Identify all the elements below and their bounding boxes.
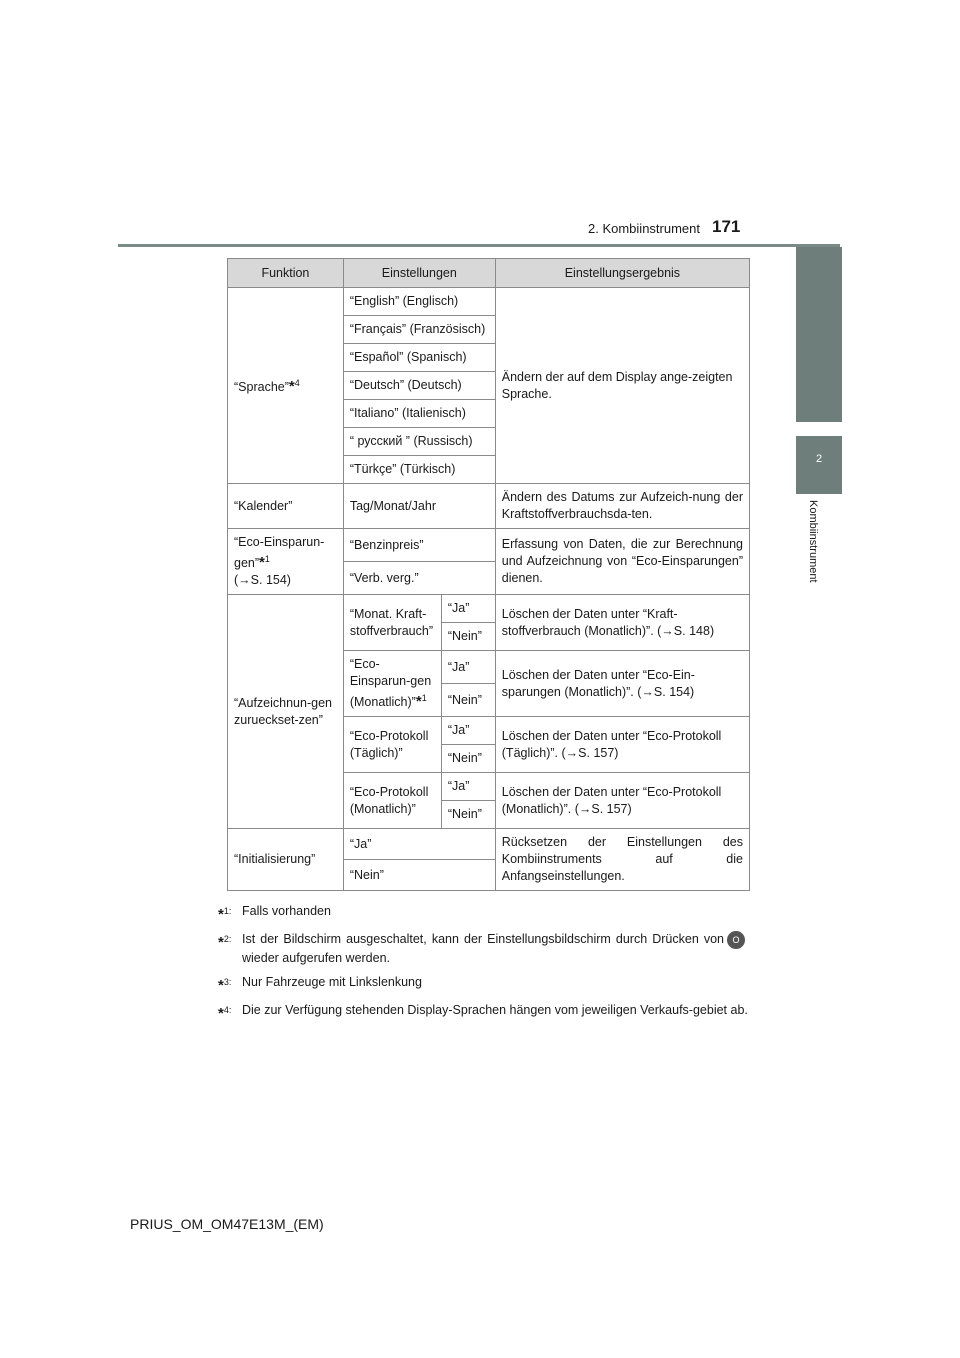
footnotes [218, 902, 748, 1029]
cell-option: “Nein” [441, 684, 495, 717]
cell-setting: “Français” (Französisch) [343, 316, 495, 344]
footnote-star: * [218, 934, 224, 952]
footnote-star: * [415, 693, 422, 711]
chapter-label [805, 500, 819, 610]
table-row [228, 484, 750, 529]
cell-option: “Ja” [441, 651, 495, 684]
cell-setting [343, 651, 441, 717]
cell-setting: “Monat. Kraft-stoffverbrauch” [343, 595, 441, 651]
cell-option: “Ja” [441, 717, 495, 745]
cell-function: “Kalender” [228, 484, 344, 529]
cell-setting: “Español” (Spanisch) [343, 344, 495, 372]
cell-result: Erfassung von Daten, die zur Berechnung und Aufzeichnung von “Eco-Einsparungen” dienen. [495, 529, 749, 595]
cell-setting: “Türkçe” (Türkisch) [343, 456, 495, 484]
cell-function [228, 288, 344, 484]
footnote-star: * [218, 977, 224, 995]
footnote-text-before: Ist der Bildschirm ausgeschaltet, kann der Einstellungsbildschirm durch Drücken von [242, 932, 724, 947]
header-ergebnis: Einstellungsergebnis [495, 259, 749, 288]
table-row [228, 829, 750, 860]
cell-setting: “Eco-Protokoll (Täglich)” [343, 717, 441, 773]
function-label: “Sprache” [234, 380, 289, 395]
footnote-num: 3: [223, 976, 232, 987]
footnote-star: * [218, 1005, 224, 1023]
footnote-text: Nur Fahrzeuge mit Linkslenkung [242, 974, 422, 989]
cell-function: “Initialisierung” [228, 829, 344, 891]
cell-option: “Nein” [441, 623, 495, 651]
table-row [228, 595, 750, 623]
footnote-star: * [259, 554, 265, 572]
page-reference: (→S. 154) [234, 573, 291, 588]
cell-setting: “Deutsch” (Deutsch) [343, 372, 495, 400]
footnote-ref: 1 [264, 554, 270, 564]
footnote-star: * [218, 906, 224, 924]
document-id: PRIUS_OM_OM47E13M_(EM) [130, 1216, 324, 1232]
cell-setting: “Nein” [343, 860, 495, 891]
footnote-marker [218, 973, 242, 995]
cell-option: “Ja” [441, 773, 495, 801]
header-divider [118, 244, 840, 247]
cell-result: Ändern der auf dem Display ange-zeigten Sprache. [495, 288, 749, 484]
table-header-row [228, 259, 750, 288]
cell-result: Löschen der Daten unter “Eco-Protokoll (Täglich)”. (→S. 157) [495, 717, 749, 773]
footnote-3 [218, 973, 748, 995]
cell-result: Ändern des Datums zur Aufzeich-nung der Kraftstoffverbrauchsda-ten. [495, 484, 749, 529]
function-label: “Eco-Einsparun-gen” [234, 535, 325, 571]
header-einstellungen: Einstellungen [343, 259, 495, 288]
cell-function: “Aufzeichnun-gen zurueckset-zen” [228, 595, 344, 829]
footnote-marker [218, 902, 242, 924]
footnote-2 [218, 930, 748, 967]
footnote-text-after: wieder aufgerufen werden. [242, 950, 391, 965]
cell-setting: Tag/Monat/Jahr [343, 484, 495, 529]
cell-result: Löschen der Daten unter “Eco-Protokoll (Monatlich)”. (→S. 157) [495, 773, 749, 829]
cell-setting: “ русский ” (Russisch) [343, 428, 495, 456]
cell-setting: “Ja” [343, 829, 495, 860]
chapter-label-text: Kombiinstrument [807, 500, 819, 583]
cell-result: Rücksetzen der Einstellungen des Kombiinstruments auf die Anfangseinstellungen. [495, 829, 749, 891]
table-row [228, 288, 750, 316]
table-row [228, 529, 750, 562]
footnote-text [242, 930, 748, 967]
footnote-4 [218, 1001, 748, 1023]
chapter-tab: 2 [796, 436, 842, 494]
cell-function [228, 529, 344, 595]
footnote-ref: 1 [421, 693, 427, 704]
footnote-marker [218, 930, 242, 967]
setting-label: “Eco-Einsparun-gen (Monatlich)” [349, 657, 432, 710]
cell-setting: “Eco-Protokoll (Monatlich)” [343, 773, 441, 829]
header-funktion: Funktion [228, 259, 344, 288]
cell-setting: “Italiano” (Italienisch) [343, 400, 495, 428]
footnote-num: 4: [223, 1005, 232, 1016]
footnote-1 [218, 902, 748, 924]
cell-result: Löschen der Daten unter “Eco-Ein-sparungen (Monatlich)”. (→S. 154) [495, 651, 749, 717]
cell-option: “Nein” [441, 801, 495, 829]
footnote-marker [218, 1001, 242, 1023]
cell-setting: “Verb. verg.” [343, 562, 495, 595]
cell-setting: “Benzinpreis” [343, 529, 495, 562]
cell-result: Löschen der Daten unter “Kraft-stoffverbrauch (Monatlich)”. (→S. 148) [495, 595, 749, 651]
page-number: 171 [712, 217, 741, 236]
cell-option: “Nein” [441, 745, 495, 773]
footnote-num: 1: [223, 906, 232, 916]
cell-setting: “English” (Englisch) [343, 288, 495, 316]
footnote-ref: 4 [294, 377, 300, 388]
side-bar [796, 247, 842, 422]
footnote-text: Falls vorhanden [242, 904, 331, 918]
footnote-num: 2: [223, 934, 232, 945]
section-title: 2. Kombiinstrument [588, 221, 700, 236]
ok-button-icon: O [727, 931, 745, 949]
cell-option: “Ja” [441, 595, 495, 623]
settings-table [227, 258, 750, 891]
footnote-star: * [288, 378, 295, 396]
footnote-text: Die zur Verfügung stehenden Display-Sprachen hängen vom jeweiligen Verkaufs-gebiet ab. [242, 1003, 748, 1018]
